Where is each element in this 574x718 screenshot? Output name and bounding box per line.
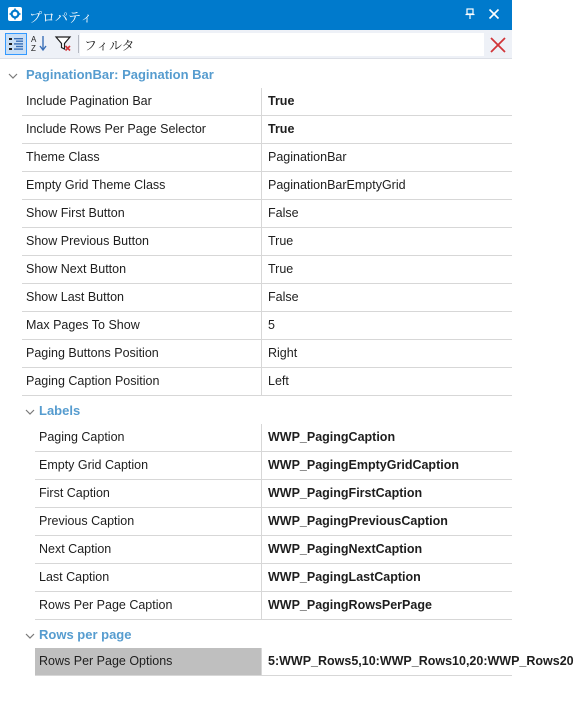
property-name: Last Caption (35, 564, 262, 591)
pin-icon[interactable] (462, 6, 478, 22)
properties-toolbar (0, 30, 512, 59)
property-row[interactable] (22, 368, 512, 396)
property-name: Max Pages To Show (22, 312, 262, 339)
property-value[interactable]: PaginationBarEmptyGrid (268, 178, 406, 192)
property-value[interactable]: PaginationBar (268, 150, 347, 164)
close-icon[interactable] (486, 6, 502, 22)
category-label: Labels (39, 403, 81, 418)
property-row[interactable] (22, 340, 512, 368)
property-row[interactable] (35, 424, 512, 452)
gear-icon (8, 7, 22, 21)
property-value[interactable]: 5 (268, 318, 275, 332)
chevron-down-icon[interactable] (8, 70, 18, 80)
property-value[interactable]: WWP_PagingEmptyGridCaption (268, 458, 459, 472)
property-value[interactable]: True (268, 262, 294, 276)
category-label: Rows per page (39, 627, 132, 642)
property-name: Previous Caption (35, 508, 262, 535)
property-value[interactable]: True (268, 94, 295, 108)
property-name: Show Previous Button (22, 228, 262, 255)
property-name: Show Next Button (22, 256, 262, 283)
categorized-view-icon[interactable] (5, 33, 27, 55)
property-value[interactable]: WWP_PagingPreviousCaption (268, 514, 448, 528)
property-row[interactable] (35, 536, 512, 564)
category-label: PaginationBar: Pagination Bar (26, 67, 214, 82)
property-row[interactable] (22, 284, 512, 312)
property-value[interactable]: 5:WWP_Rows5,10:WWP_Rows10,20:WWP_Rows20 (268, 654, 574, 668)
property-value[interactable]: WWP_PagingLastCaption (268, 570, 421, 584)
property-row[interactable] (22, 228, 512, 256)
property-value[interactable]: WWP_PagingCaption (268, 430, 396, 444)
window-title: プロパティ (29, 10, 93, 25)
property-row[interactable] (22, 312, 512, 340)
property-value[interactable]: WWP_PagingRowsPerPage (268, 598, 432, 612)
chevron-down-icon[interactable] (25, 406, 35, 416)
property-value[interactable]: WWP_PagingNextCaption (268, 542, 423, 556)
filter-icon[interactable] (53, 33, 75, 55)
property-name: Include Rows Per Page Selector (22, 116, 262, 143)
property-row[interactable] (35, 452, 512, 480)
title-bar (0, 0, 512, 30)
property-row[interactable] (35, 592, 512, 620)
clear-filter-icon[interactable] (488, 35, 508, 55)
property-value[interactable]: Right (268, 346, 298, 360)
category-rows-per-page[interactable] (0, 621, 512, 649)
property-name: Rows Per Page Options (35, 648, 262, 675)
property-row[interactable] (22, 172, 512, 200)
category-labels[interactable] (0, 397, 512, 425)
property-row[interactable] (35, 564, 512, 592)
filter-input[interactable] (80, 33, 484, 56)
property-name: First Caption (35, 480, 262, 507)
svg-text:Z: Z (31, 44, 36, 53)
toolbar-separator (78, 35, 79, 53)
sort-alphabetical-icon[interactable] (29, 33, 51, 55)
property-row[interactable] (22, 200, 512, 228)
property-name: Rows Per Page Caption (35, 592, 262, 619)
property-row[interactable] (22, 256, 512, 284)
property-row[interactable] (22, 144, 512, 172)
property-value[interactable]: False (268, 290, 299, 304)
property-name: Next Caption (35, 536, 262, 563)
property-name: Empty Grid Theme Class (22, 172, 262, 199)
property-row[interactable] (35, 648, 574, 676)
property-value[interactable]: Left (268, 374, 289, 388)
property-grid (0, 60, 574, 718)
property-name: Paging Caption (35, 424, 262, 451)
property-name: Include Pagination Bar (22, 88, 262, 115)
property-value[interactable]: WWP_PagingFirstCaption (268, 486, 423, 500)
category-pagination-bar[interactable] (0, 61, 512, 89)
property-row[interactable] (22, 116, 512, 144)
property-row[interactable] (22, 88, 512, 116)
property-name: Paging Buttons Position (22, 340, 262, 367)
property-value[interactable]: True (268, 234, 294, 248)
property-name: Empty Grid Caption (35, 452, 262, 479)
svg-text:A: A (31, 35, 37, 44)
property-name: Show Last Button (22, 284, 262, 311)
chevron-down-icon[interactable] (25, 630, 35, 640)
property-name: Theme Class (22, 144, 262, 171)
property-value[interactable]: False (268, 206, 299, 220)
property-name: Paging Caption Position (22, 368, 262, 395)
property-value[interactable]: True (268, 122, 295, 136)
property-name: Show First Button (22, 200, 262, 227)
property-row[interactable] (35, 508, 512, 536)
property-row[interactable] (35, 480, 512, 508)
